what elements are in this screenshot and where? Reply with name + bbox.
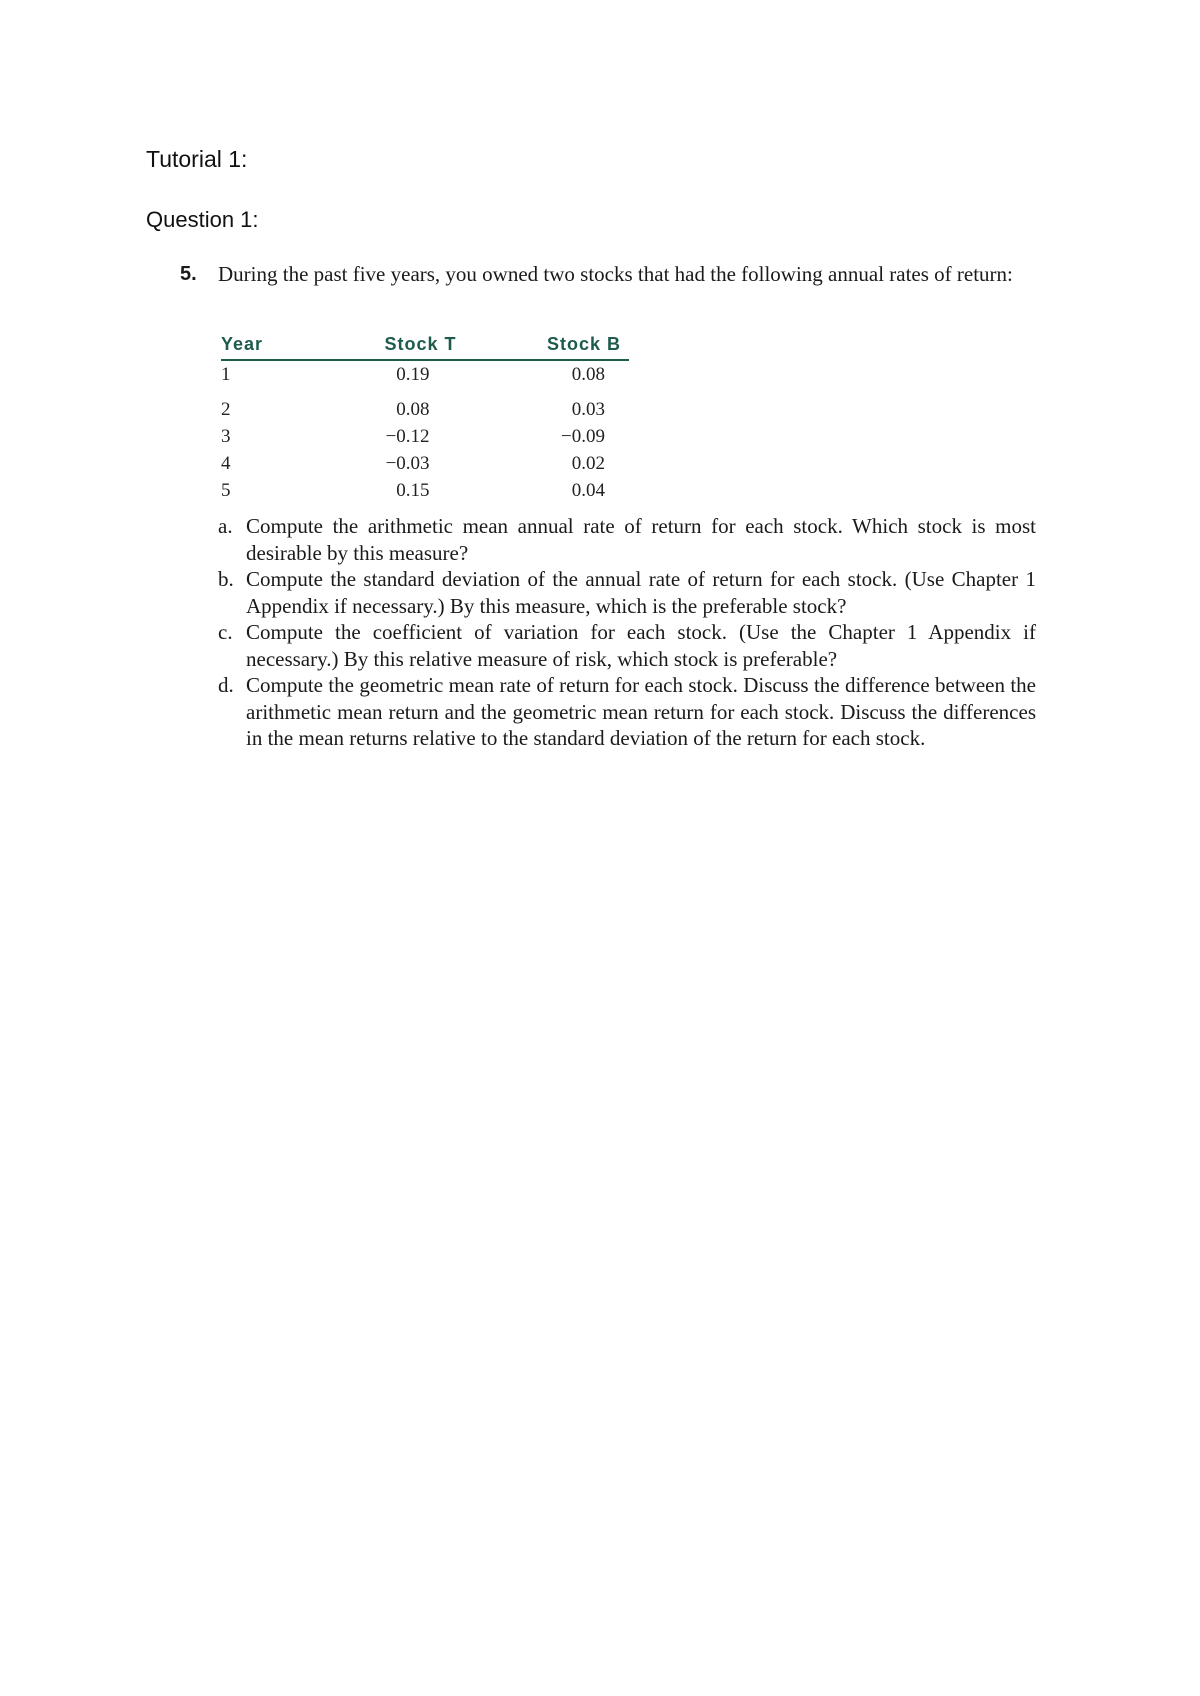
header-stock-b: Stock B <box>497 333 629 360</box>
table-row <box>221 477 629 504</box>
returns-table <box>221 333 629 504</box>
table-row <box>221 450 629 477</box>
problem-statement <box>180 261 1036 288</box>
stock-b-value: 0.04 <box>571 479 605 501</box>
part-text: Compute the geometric mean rate of return for each stock. Discuss the difference between the arithmetic mean return and the geometric mean return for each stock. Discuss the differences in the mean returns relative to the standard deviation of the return for each stock. <box>246 673 1036 750</box>
problem-number: 5. <box>180 263 197 285</box>
stock-b-cell <box>497 360 629 388</box>
part-text: Compute the arithmetic mean annual rate of return for each stock. Which stock is most desirable by this measure? <box>246 514 1036 565</box>
stock-t-value: −0.03 <box>385 452 430 474</box>
stock-b-value: 0.03 <box>571 398 605 420</box>
question-part-c <box>218 619 1036 672</box>
stock-t-cell <box>352 360 498 388</box>
stock-b-value: 0.02 <box>571 452 605 474</box>
year-cell: 1 <box>221 363 231 385</box>
part-letter: b. <box>218 567 234 591</box>
stock-t-value: 0.19 <box>396 363 430 385</box>
stock-t-value: 0.15 <box>396 479 430 501</box>
stock-b-cell <box>497 388 629 423</box>
header-year: Year <box>221 333 352 360</box>
year-cell: 3 <box>221 425 231 447</box>
stock-t-cell <box>352 423 498 450</box>
part-letter: c. <box>218 620 233 644</box>
year-cell: 5 <box>221 479 231 501</box>
table-row <box>221 360 629 388</box>
table-row <box>221 388 629 423</box>
stock-b-value: −0.09 <box>561 425 605 447</box>
question-part-d <box>218 672 1036 752</box>
part-letter: a. <box>218 514 233 538</box>
problem-text: During the past five years, you owned two stocks that had the following annual rates of return: <box>218 262 1013 286</box>
stock-b-cell <box>497 450 629 477</box>
stock-t-cell <box>352 477 498 504</box>
table-row <box>221 423 629 450</box>
question-part-b <box>218 566 1036 619</box>
stock-t-value: −0.12 <box>385 425 430 447</box>
header-stock-t: Stock T <box>352 333 498 360</box>
question-part-a <box>218 513 1036 566</box>
stock-t-cell <box>352 450 498 477</box>
year-cell: 4 <box>221 452 231 474</box>
part-text: Compute the coefficient of variation for each stock. (Use the Chapter 1 Appendix if necessary.) By this relative measure of risk, which stock is preferable? <box>246 620 1036 671</box>
part-letter: d. <box>218 673 234 697</box>
table-header-row <box>221 333 629 360</box>
stock-b-value: 0.08 <box>571 363 605 385</box>
stock-b-cell <box>497 423 629 450</box>
year-cell: 2 <box>221 398 231 420</box>
question-parts <box>218 513 1036 752</box>
question-title: Question 1: <box>146 207 259 232</box>
part-text: Compute the standard deviation of the annual rate of return for each stock. (Use Chapter 1 Appendix if necessary.) By this measure, which is the preferable stock? <box>246 567 1036 618</box>
stock-t-value: 0.08 <box>396 398 430 420</box>
tutorial-title: Tutorial 1: <box>146 146 248 172</box>
stock-b-cell <box>497 477 629 504</box>
stock-t-cell <box>352 388 498 423</box>
